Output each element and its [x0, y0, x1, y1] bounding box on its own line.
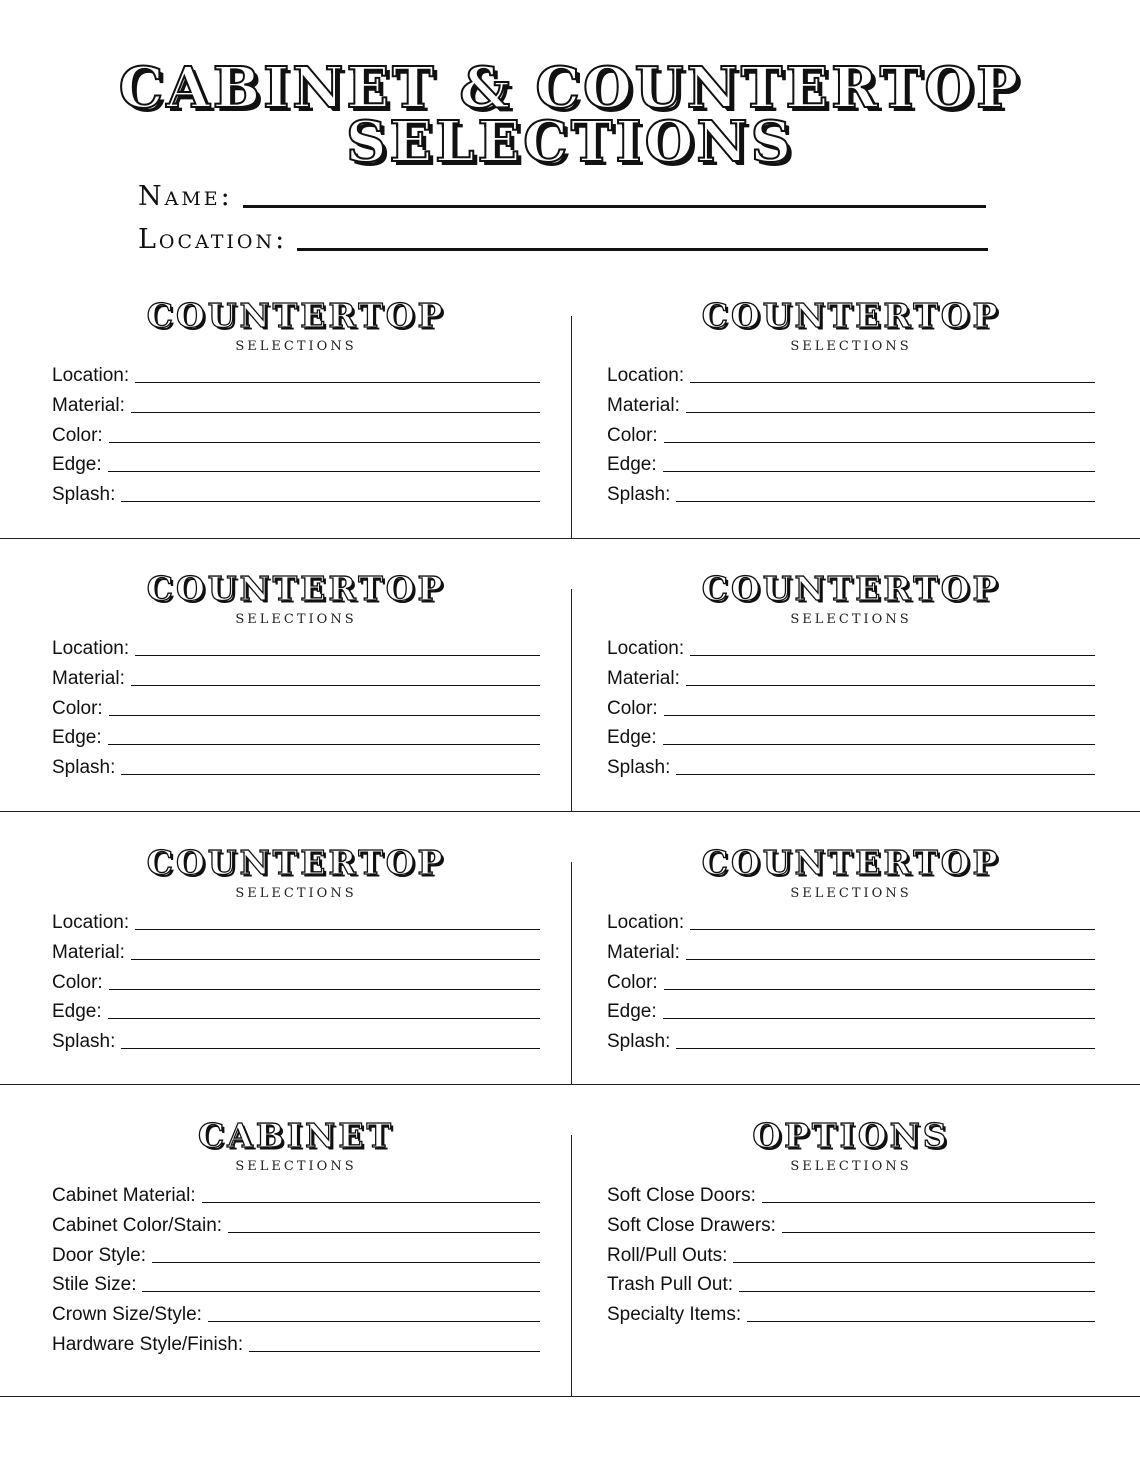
field-label: Cabinet Material: — [52, 1185, 196, 1206]
section-title: COUNTERTOP — [146, 569, 446, 608]
field-label: Splash: — [607, 757, 671, 779]
section-divider-horizontal — [0, 1396, 1140, 1397]
field-input-line[interactable] — [109, 989, 540, 990]
field-input-line[interactable] — [131, 412, 540, 413]
form-field[interactable] — [52, 696, 540, 720]
field-input-line[interactable] — [676, 774, 1095, 775]
field-label: Door Style: — [52, 1244, 146, 1266]
form-field[interactable] — [52, 452, 540, 476]
section-divider-vertical — [571, 1135, 572, 1396]
form-field[interactable] — [52, 755, 540, 779]
form-field[interactable] — [52, 1183, 540, 1207]
field-label: Edge: — [607, 1001, 657, 1023]
field-input-line[interactable] — [108, 744, 540, 745]
section-title: COUNTERTOP — [146, 296, 446, 335]
field-label: Trash Pull Out: — [607, 1274, 734, 1296]
field-input-line[interactable] — [690, 655, 1095, 656]
field-label: Specialty Items: — [607, 1304, 742, 1326]
field-label: Edge: — [52, 454, 102, 476]
location-field[interactable] — [138, 215, 988, 255]
field-input-line[interactable] — [664, 442, 1095, 443]
section-subtitle: SELECTIONS — [790, 612, 912, 627]
form-field[interactable] — [607, 696, 1095, 720]
field-label: Material: — [607, 667, 680, 689]
field-input-line[interactable] — [739, 1291, 1095, 1292]
form-field[interactable] — [607, 1183, 1095, 1207]
section-subtitle: SELECTIONS — [790, 1159, 912, 1174]
name-label: Name: — [138, 181, 233, 212]
field-input-line[interactable] — [135, 655, 540, 656]
field-input-line[interactable] — [663, 1018, 1095, 1019]
field-input-line[interactable] — [690, 929, 1095, 930]
field-label: Color: — [607, 971, 658, 993]
section-title: OPTIONS — [752, 1116, 950, 1155]
form-field[interactable] — [52, 970, 540, 994]
field-label: Material: — [52, 667, 125, 689]
form-field[interactable] — [52, 482, 540, 506]
field-label: Soft Close Doors: — [607, 1185, 756, 1206]
field-label: Stile Size: — [52, 1274, 137, 1296]
field-input-line[interactable] — [152, 1262, 540, 1263]
field-label: Material: — [52, 941, 125, 963]
field-label: Location: — [607, 912, 685, 933]
section-title: COUNTERTOP — [701, 843, 1001, 882]
form-field[interactable] — [607, 423, 1095, 447]
form-field[interactable] — [607, 393, 1095, 417]
form-field[interactable] — [607, 636, 1095, 660]
field-label: Location: — [52, 638, 130, 659]
section-title: COUNTERTOP — [146, 843, 446, 882]
field-label: Splash: — [607, 484, 671, 506]
section-divider-vertical — [571, 862, 572, 1084]
name-line[interactable] — [243, 205, 986, 208]
form-field[interactable] — [607, 1272, 1095, 1296]
form-field[interactable] — [52, 636, 540, 660]
field-label: Color: — [607, 697, 658, 719]
field-input-line[interactable] — [686, 685, 1095, 686]
field-input-line[interactable] — [121, 1048, 540, 1049]
field-input-line[interactable] — [663, 471, 1095, 472]
field-input-line[interactable] — [733, 1262, 1095, 1263]
field-label: Color: — [52, 971, 103, 993]
form-field[interactable] — [52, 666, 540, 690]
form-field[interactable] — [52, 1272, 540, 1296]
field-input-line[interactable] — [664, 989, 1095, 990]
form-field[interactable] — [607, 452, 1095, 476]
section-subtitle: SELECTIONS — [235, 886, 357, 901]
field-label: Roll/Pull Outs: — [607, 1244, 728, 1266]
field-input-line[interactable] — [762, 1202, 1095, 1203]
field-label: Edge: — [52, 1001, 102, 1023]
field-label: Location: — [607, 638, 685, 659]
section-subtitle: SELECTIONS — [235, 612, 357, 627]
form-field[interactable] — [607, 999, 1095, 1023]
field-input-line[interactable] — [690, 382, 1095, 383]
field-input-line[interactable] — [208, 1321, 540, 1322]
section-subtitle: SELECTIONS — [235, 339, 357, 354]
name-field[interactable] — [138, 172, 986, 212]
field-input-line[interactable] — [676, 1048, 1095, 1049]
field-input-line[interactable] — [121, 501, 540, 502]
field-input-line[interactable] — [108, 471, 540, 472]
form-field[interactable] — [607, 1029, 1095, 1053]
field-label: Edge: — [607, 727, 657, 749]
field-input-line[interactable] — [676, 501, 1095, 502]
field-input-line[interactable] — [135, 382, 540, 383]
form-field[interactable] — [607, 363, 1095, 387]
form-field[interactable] — [607, 725, 1095, 749]
section-subtitle: SELECTIONS — [235, 1159, 357, 1174]
field-input-line[interactable] — [135, 929, 540, 930]
field-label: Color: — [607, 424, 658, 446]
form-field[interactable] — [52, 999, 540, 1023]
section-subtitle: SELECTIONS — [790, 339, 912, 354]
form-field[interactable] — [52, 393, 540, 417]
section-divider-horizontal — [0, 811, 1140, 812]
field-input-line[interactable] — [109, 442, 540, 443]
field-label: Color: — [52, 697, 103, 719]
field-input-line[interactable] — [108, 1018, 540, 1019]
form-field[interactable] — [607, 755, 1095, 779]
document-title-line-1: CABINET & COUNTERTOP — [118, 55, 1022, 121]
form-field[interactable] — [607, 970, 1095, 994]
form-field[interactable] — [52, 910, 540, 934]
field-label: Material: — [52, 394, 125, 416]
field-label: Edge: — [607, 454, 657, 476]
field-input-line[interactable] — [782, 1232, 1095, 1233]
field-label: Material: — [607, 394, 680, 416]
field-label: Splash: — [52, 484, 116, 506]
field-label: Hardware Style/Finish: — [52, 1334, 244, 1355]
form-field[interactable] — [52, 1302, 540, 1326]
section-divider-horizontal — [0, 1084, 1140, 1085]
document-title-line-2: SELECTIONS — [345, 109, 795, 175]
section-divider-horizontal — [0, 538, 1140, 539]
section-title: COUNTERTOP — [701, 569, 1001, 608]
form-field[interactable] — [52, 1213, 540, 1237]
field-input-line[interactable] — [142, 1291, 540, 1292]
field-label: Location: — [52, 912, 130, 933]
form-field[interactable] — [52, 423, 540, 447]
section-title: COUNTERTOP — [701, 296, 1001, 335]
section-divider-vertical — [571, 316, 572, 538]
field-input-line[interactable] — [202, 1202, 540, 1203]
field-label: Splash: — [607, 1031, 671, 1053]
field-label: Location: — [52, 365, 130, 386]
field-input-line[interactable] — [131, 685, 540, 686]
field-input-line[interactable] — [228, 1232, 540, 1233]
form-field[interactable] — [52, 940, 540, 964]
field-input-line[interactable] — [121, 774, 540, 775]
form-field[interactable] — [607, 940, 1095, 964]
field-label: Soft Close Drawers: — [607, 1214, 776, 1236]
field-label: Splash: — [52, 1031, 116, 1053]
field-input-line[interactable] — [131, 959, 540, 960]
field-label: Material: — [607, 941, 680, 963]
section-title: CABINET — [197, 1116, 395, 1155]
field-label: Edge: — [52, 727, 102, 749]
field-label: Crown Size/Style: — [52, 1304, 202, 1326]
field-input-line[interactable] — [686, 959, 1095, 960]
form-field[interactable] — [607, 482, 1095, 506]
field-input-line[interactable] — [686, 412, 1095, 413]
field-input-line[interactable] — [664, 715, 1095, 716]
form-field[interactable] — [607, 1243, 1095, 1267]
section-subtitle: SELECTIONS — [790, 886, 912, 901]
field-input-line[interactable] — [249, 1351, 540, 1352]
field-label: Splash: — [52, 757, 116, 779]
form-field[interactable] — [52, 1332, 540, 1356]
location-line[interactable] — [297, 248, 988, 251]
section-divider-vertical — [571, 589, 572, 811]
form-field[interactable] — [607, 1213, 1095, 1237]
field-input-line[interactable] — [747, 1321, 1095, 1322]
field-label: Cabinet Color/Stain: — [52, 1214, 223, 1236]
form-field[interactable] — [52, 725, 540, 749]
form-field[interactable] — [607, 666, 1095, 690]
location-label: Location: — [138, 224, 288, 255]
form-field[interactable] — [52, 1029, 540, 1053]
form-field[interactable] — [607, 1302, 1095, 1326]
form-field[interactable] — [52, 363, 540, 387]
form-field[interactable] — [52, 1243, 540, 1267]
field-input-line[interactable] — [663, 744, 1095, 745]
form-field[interactable] — [607, 910, 1095, 934]
field-label: Location: — [607, 365, 685, 386]
field-input-line[interactable] — [109, 715, 540, 716]
field-label: Color: — [52, 424, 103, 446]
